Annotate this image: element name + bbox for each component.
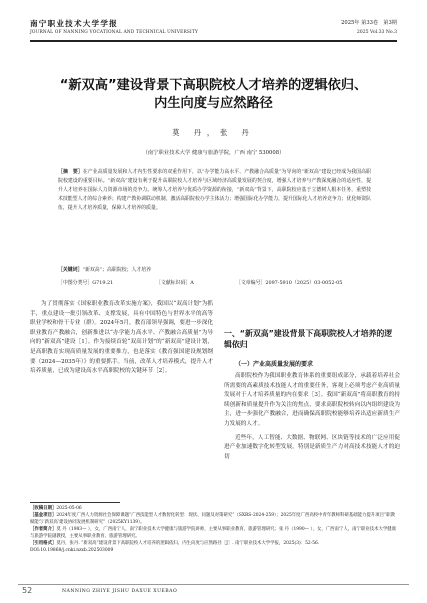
section-heading: 一、“新双高”建设背景下高职院校人才培养的逻辑依归	[224, 329, 393, 349]
classification-row	[58, 279, 387, 287]
paper-title-line-1: “新双高”建设背景下高职院校人才培养的逻辑依归、	[59, 78, 368, 93]
abstract	[58, 168, 371, 213]
keywords-label: ［关键词］	[58, 267, 83, 273]
header-rule	[30, 40, 397, 42]
footnote-authors: ［作者简介］莫 丹（1983— ），女，广西南宁人，南宁职业技术大学健康与旅游学院讲师，主要从事职业教育、旅游管理研究；张 丹（1990— ），女，广西南宁人，南宁职业技术大学健康与旅游学院副教授，主要从事职业教育、旅游管理研究。	[30, 527, 397, 539]
page-number: 52	[22, 586, 33, 595]
footnote-funding: ［基金项目］2024年度广西人力资源社会保障课题“广西技能型人才数智化转型：现状、问题及对策研究”（SXRS-2024-259）；2025年度广西高校中青年教师科研基础能力提升项目“职教赋能与‘新双高’建设协同发展机制研究”（2025KY1139）。	[30, 513, 395, 525]
clc-number: ［中图分类号］G719.21	[58, 280, 114, 286]
volume-cn: 2025年 第33卷 第3期	[341, 20, 397, 26]
footer-rule	[18, 584, 409, 585]
intro-paragraph: 为了贯彻落实《国家职业教育改革实施方案》，我国以“双高计划”为抓手，重点建设一批引领改革、支撑发展，具有中国特色与世界水平的高等职业学校和骨干专业（群）。2024年5月，教育部领导强调，要进一步深化职业教育产教融合，创新推进以“办学能力高水平、产教融合高质量”为导向的“新双高”建设［1］。作为接续首轮“双高计划”的“新双高”建设计划，是高职教育实现高质量发展的重要推力，也是落实《教育强国建设规划纲要（2024—2035年）》的重要抓手。当前，改革人才培养模式，提升人才培养质量，已成为建设高水平高职院校的关键环节［2］。	[30, 301, 213, 375]
footnote-citation: ［引用格式］莫丹，张丹. “新双高”建设背景下高职院校人才培养的逻辑依归、内生向度与应然路径［J］. 南宁职业技术大学学报，2025(3)：52-56.	[30, 541, 320, 546]
journal-pinyin: NANNING ZHIYE JISHU DAXUE XUEBAO	[62, 589, 178, 594]
volume-en: 2025 Vol.33 No.3	[356, 30, 397, 35]
body-paragraph: 高职院校作为我国职业教育体系的重要组成部分，承载着培养社会所需要的高素质技术技能人才的重要任务，客观上必须考虑产业高质量发展对于人才培养质量的内在要求［3］。我国“新双高”将高职教育的持续创新和质量提升作为关注的焦点，要求高职院校转向以内组织建设为主，进一步强化产教融合，进而确保高职院校能够培养出适应新质生产力发展的人才。	[224, 373, 400, 427]
footnote-received: ［收稿日期］2025-05-06	[30, 506, 82, 511]
article-number: ［文章编号］2097-5910（2025）03-0052-05	[236, 280, 343, 286]
document-code: ［文献标识码］A	[156, 280, 194, 286]
page-footer	[0, 584, 427, 603]
footnote-doi: DOI:10.19868/j.cnki.nzxb.202503009	[30, 548, 114, 553]
affiliation: （南宁职业技术大学 健康与旅游学院，广西 南宁 530008）	[142, 150, 285, 156]
subsection-heading: （一）产业高质量发展的要求	[235, 361, 314, 368]
right-column	[224, 328, 400, 462]
journal-header	[30, 18, 397, 58]
body-paragraph: 近些年，人工智能、大数据、物联网、区块链等技术的广泛应用促进产业加速数字化转型发展，特别是新质生产力对高技术技能人才的迫切	[224, 434, 400, 460]
footnote-rule	[30, 502, 120, 503]
left-column	[30, 300, 213, 377]
footnotes	[30, 505, 397, 554]
keywords	[58, 266, 371, 273]
keywords-text: “新双高”；高职院校；人才培养	[82, 267, 152, 273]
abstract-label: ［摘 要］	[58, 169, 83, 175]
journal-title-en: JOURNAL OF NANNING VOCATIONAL AND TECHNICAL UNIVERSITY	[30, 30, 199, 35]
abstract-text: 在产业高质量发展和人才内生性要求的双重作用下，以“办学能力高水平、产教融合高质量”为导向的“新双高”建设已经成为我国高职院校建设的重要目标。“新双高”建设有利于提升高职院校人才培养与区域经济高质量发展的契合度，增强人才培养与产教深度融合的适应性，提升人才培养在国际人力资源市场的竞争力。统筹人才培养与优质办学资源的衔接，“新双高”背景下，高职院校应基于立德树人根本任务，重塑技术技能型人才的综合素养；构建产教协调联动机制，激活高职院校办学主体活力；增强国际化办学能力，提升国际化人才培养竞争力；优化师资队伍，提升人才培养质量，保障人才培养的质量。	[58, 169, 372, 211]
journal-title-cn: 南宁职业技术大学学报	[30, 19, 118, 28]
authors: 莫 丹，张 丹	[172, 128, 255, 137]
paper-title-line-2: 内生向度与应然路径	[154, 96, 273, 111]
